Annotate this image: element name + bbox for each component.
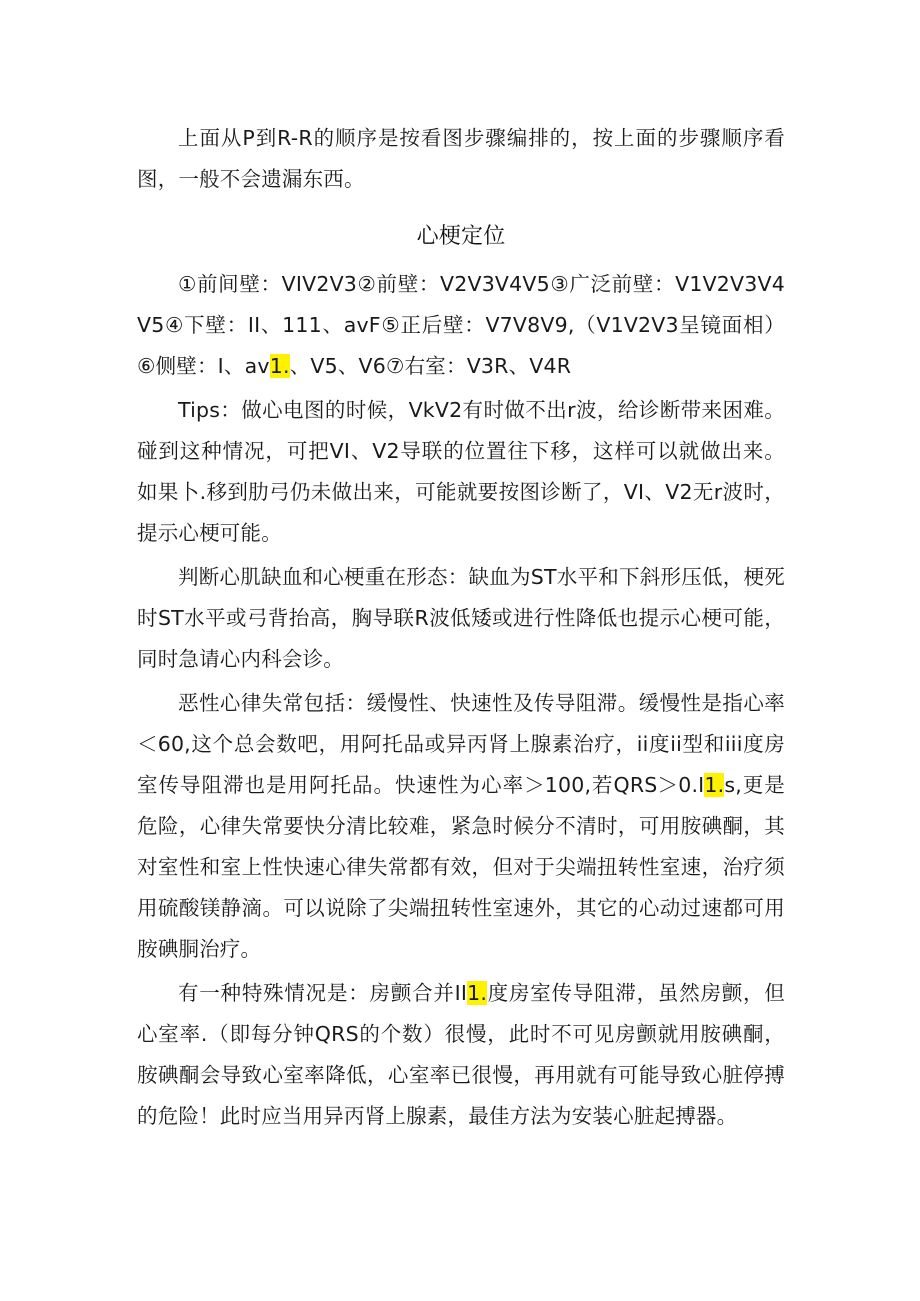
mi-location-text-2: 、V5、V6⑦右室：V3R、V4R xyxy=(289,354,572,378)
tips-paragraph: Tips：做心电图的时候，VkV2有时做不出r波，给诊断带来困难。碰到这种情况，可把VI、V2导联的位置往下移，这样可以就做出来。如果卜.移到肋弓仍未做出来，可能就要按图诊断了，VI、V2无r波时，提示心梗可能。 xyxy=(137,398,785,545)
arrhythmia-paragraph xyxy=(137,683,785,970)
section-title: 心梗定位 xyxy=(416,224,506,249)
arrhythmia-text-1: 恶性心律失常包括：缓慢性、快速性及传导阻滞。缓慢性是指心率＜60,这个总会数吧，用阿托品或异丙肾上腺素治疗，ii度ii型和iii度房室传导阻滞也是用阿托品。快速性为心率＞100,若QRS＞0.I xyxy=(137,691,785,797)
highlight-mark: 1. xyxy=(269,354,290,378)
document-body xyxy=(137,118,785,1138)
judgment-paragraph: 判断心肌缺血和心梗重在形态：缺血为ST水平和下斜形压低，梗死时ST水平或弓背抬高，胸导联R波低矮或进行性降低也提示心梗可能，同时急请心内科会诊。 xyxy=(137,565,785,671)
mi-location-paragraph xyxy=(137,264,785,387)
highlight-mark: 1. xyxy=(467,981,488,1005)
highlight-mark: 1. xyxy=(704,773,725,797)
special-case-text-2: 度房室传导阻滞，虽然房颤，但心室率.（即每分钟QRS的个数）很慢，此时不可见房颤就用胺碘酮，胺碘酮会导致心室率降低，心室率已很慢，再用就有可能导致心脏停搏的危险！此时应当用异丙肾上腺素，最佳方法为安装心脏起搏器。 xyxy=(137,981,785,1128)
special-case-paragraph xyxy=(137,973,785,1137)
intro-paragraph: 上面从P到R-R的顺序是按看图步骤编排的，按上面的步骤顺序看图，一般不会遗漏东西。 xyxy=(137,126,785,191)
mi-location-text-1: ①前间壁：VIV2V3②前壁：V2V3V4V5③广泛前壁：V1V2V3V4V5④下壁：II、111、avF⑤正后壁：V7V8V9,（V1V2V3呈镜面相）⑥侧壁：I、av xyxy=(137,272,785,378)
arrhythmia-text-2: s,更是危险，心律失常要快分清比较难，紧急时候分不清时，可用胺碘酮，其对室性和室上性快速心律失常都有效，但对于尖端扭转性室速，治疗须用硫酸镁静滴。可以说除了尖端扭转性室速外，其它的心动过速都可用胺碘胴治疗。 xyxy=(137,773,785,961)
special-case-text-1: 有一种特殊情况是：房颤合并II xyxy=(178,981,468,1005)
